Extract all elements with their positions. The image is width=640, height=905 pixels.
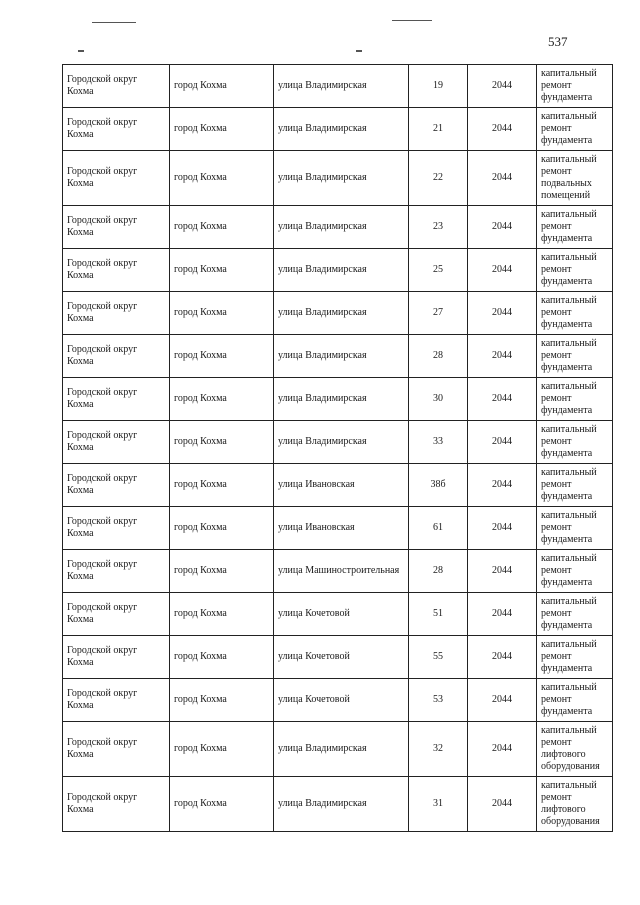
year-cell: 2044 <box>468 464 537 507</box>
year-cell: 2044 <box>468 108 537 151</box>
work-type-cell: капитальный ремонт лифтового оборудования <box>537 722 613 777</box>
year-cell: 2044 <box>468 636 537 679</box>
year-cell: 2044 <box>468 722 537 777</box>
district-cell: Городской округ Кохма <box>63 636 170 679</box>
work-type-cell: капитальный ремонт фундамента <box>537 421 613 464</box>
work-type-cell: капитальный ремонт фундамента <box>537 206 613 249</box>
year-cell: 2044 <box>468 151 537 206</box>
district-cell: Городской округ Кохма <box>63 777 170 832</box>
work-type-cell: капитальный ремонт фундамента <box>537 65 613 108</box>
table-row <box>63 550 613 593</box>
street-cell: улица Владимирская <box>274 108 409 151</box>
table-row <box>63 679 613 722</box>
house-number-cell: 28 <box>409 550 468 593</box>
street-cell: улица Кочетовой <box>274 593 409 636</box>
house-number-cell: 31 <box>409 777 468 832</box>
table-row <box>63 777 613 832</box>
house-number-cell: 27 <box>409 292 468 335</box>
table-row <box>63 292 613 335</box>
district-cell: Городской округ Кохма <box>63 464 170 507</box>
work-type-cell: капитальный ремонт фундамента <box>537 550 613 593</box>
house-number-cell: 51 <box>409 593 468 636</box>
house-number-cell: 33 <box>409 421 468 464</box>
housing-repair-table <box>62 64 613 832</box>
scan-artifact-line <box>356 50 362 52</box>
city-cell: город Кохма <box>170 507 274 550</box>
city-cell: город Кохма <box>170 292 274 335</box>
city-cell: город Кохма <box>170 249 274 292</box>
city-cell: город Кохма <box>170 679 274 722</box>
house-number-cell: 38б <box>409 464 468 507</box>
city-cell: город Кохма <box>170 777 274 832</box>
year-cell: 2044 <box>468 292 537 335</box>
city-cell: город Кохма <box>170 464 274 507</box>
page-number: 537 <box>548 34 568 49</box>
year-cell: 2044 <box>468 206 537 249</box>
street-cell: улица Ивановская <box>274 464 409 507</box>
street-cell: улица Владимирская <box>274 421 409 464</box>
work-type-cell: капитальный ремонт фундамента <box>537 378 613 421</box>
work-type-cell: капитальный ремонт фундамента <box>537 335 613 378</box>
city-cell: город Кохма <box>170 206 274 249</box>
district-cell: Городской округ Кохма <box>63 507 170 550</box>
street-cell: улица Владимирская <box>274 777 409 832</box>
table-row <box>63 151 613 206</box>
district-cell: Городской округ Кохма <box>63 593 170 636</box>
house-number-cell: 23 <box>409 206 468 249</box>
work-type-cell: капитальный ремонт фундамента <box>537 593 613 636</box>
work-type-cell: капитальный ремонт фундамента <box>537 679 613 722</box>
city-cell: город Кохма <box>170 108 274 151</box>
year-cell: 2044 <box>468 550 537 593</box>
district-cell: Городской округ Кохма <box>63 292 170 335</box>
table-row <box>63 636 613 679</box>
scan-artifact-line <box>392 20 432 21</box>
scan-artifact-line <box>78 50 84 52</box>
street-cell: улица Кочетовой <box>274 636 409 679</box>
district-cell: Городской округ Кохма <box>63 722 170 777</box>
table-row <box>63 249 613 292</box>
house-number-cell: 19 <box>409 65 468 108</box>
table-row <box>63 65 613 108</box>
city-cell: город Кохма <box>170 636 274 679</box>
work-type-cell: капитальный ремонт фундамента <box>537 464 613 507</box>
year-cell: 2044 <box>468 249 537 292</box>
year-cell: 2044 <box>468 507 537 550</box>
year-cell: 2044 <box>468 777 537 832</box>
street-cell: улица Владимирская <box>274 722 409 777</box>
street-cell: улица Машиностроительная <box>274 550 409 593</box>
district-cell: Городской округ Кохма <box>63 249 170 292</box>
work-type-cell: капитальный ремонт фундамента <box>537 108 613 151</box>
house-number-cell: 55 <box>409 636 468 679</box>
city-cell: город Кохма <box>170 550 274 593</box>
year-cell: 2044 <box>468 421 537 464</box>
city-cell: город Кохма <box>170 151 274 206</box>
city-cell: город Кохма <box>170 421 274 464</box>
house-number-cell: 61 <box>409 507 468 550</box>
year-cell: 2044 <box>468 593 537 636</box>
table-row <box>63 206 613 249</box>
table-row <box>63 464 613 507</box>
street-cell: улица Владимирская <box>274 292 409 335</box>
city-cell: город Кохма <box>170 722 274 777</box>
work-type-cell: капитальный ремонт фундамента <box>537 636 613 679</box>
city-cell: город Кохма <box>170 335 274 378</box>
work-type-cell: капитальный ремонт подвальных помещений <box>537 151 613 206</box>
district-cell: Городской округ Кохма <box>63 65 170 108</box>
table-row <box>63 335 613 378</box>
district-cell: Городской округ Кохма <box>63 421 170 464</box>
table-row <box>63 507 613 550</box>
city-cell: город Кохма <box>170 378 274 421</box>
house-number-cell: 32 <box>409 722 468 777</box>
street-cell: улица Владимирская <box>274 249 409 292</box>
city-cell: город Кохма <box>170 593 274 636</box>
house-number-cell: 21 <box>409 108 468 151</box>
table-row <box>63 593 613 636</box>
table-row <box>63 378 613 421</box>
street-cell: улица Кочетовой <box>274 679 409 722</box>
street-cell: улица Владимирская <box>274 378 409 421</box>
house-number-cell: 53 <box>409 679 468 722</box>
table-row <box>63 722 613 777</box>
year-cell: 2044 <box>468 335 537 378</box>
district-cell: Городской округ Кохма <box>63 550 170 593</box>
street-cell: улица Владимирская <box>274 206 409 249</box>
work-type-cell: капитальный ремонт фундамента <box>537 249 613 292</box>
year-cell: 2044 <box>468 65 537 108</box>
city-cell: город Кохма <box>170 65 274 108</box>
year-cell: 2044 <box>468 679 537 722</box>
house-number-cell: 30 <box>409 378 468 421</box>
house-number-cell: 25 <box>409 249 468 292</box>
street-cell: улица Ивановская <box>274 507 409 550</box>
year-cell: 2044 <box>468 378 537 421</box>
scan-artifact-line <box>92 22 136 23</box>
house-number-cell: 28 <box>409 335 468 378</box>
work-type-cell: капитальный ремонт фундамента <box>537 292 613 335</box>
district-cell: Городской округ Кохма <box>63 151 170 206</box>
table-row <box>63 421 613 464</box>
street-cell: улица Владимирская <box>274 65 409 108</box>
district-cell: Городской округ Кохма <box>63 335 170 378</box>
work-type-cell: капитальный ремонт лифтового оборудования <box>537 777 613 832</box>
street-cell: улица Владимирская <box>274 335 409 378</box>
street-cell: улица Владимирская <box>274 151 409 206</box>
district-cell: Городской округ Кохма <box>63 206 170 249</box>
table-row <box>63 108 613 151</box>
house-number-cell: 22 <box>409 151 468 206</box>
district-cell: Городской округ Кохма <box>63 108 170 151</box>
work-type-cell: капитальный ремонт фундамента <box>537 507 613 550</box>
district-cell: Городской округ Кохма <box>63 378 170 421</box>
district-cell: Городской округ Кохма <box>63 679 170 722</box>
